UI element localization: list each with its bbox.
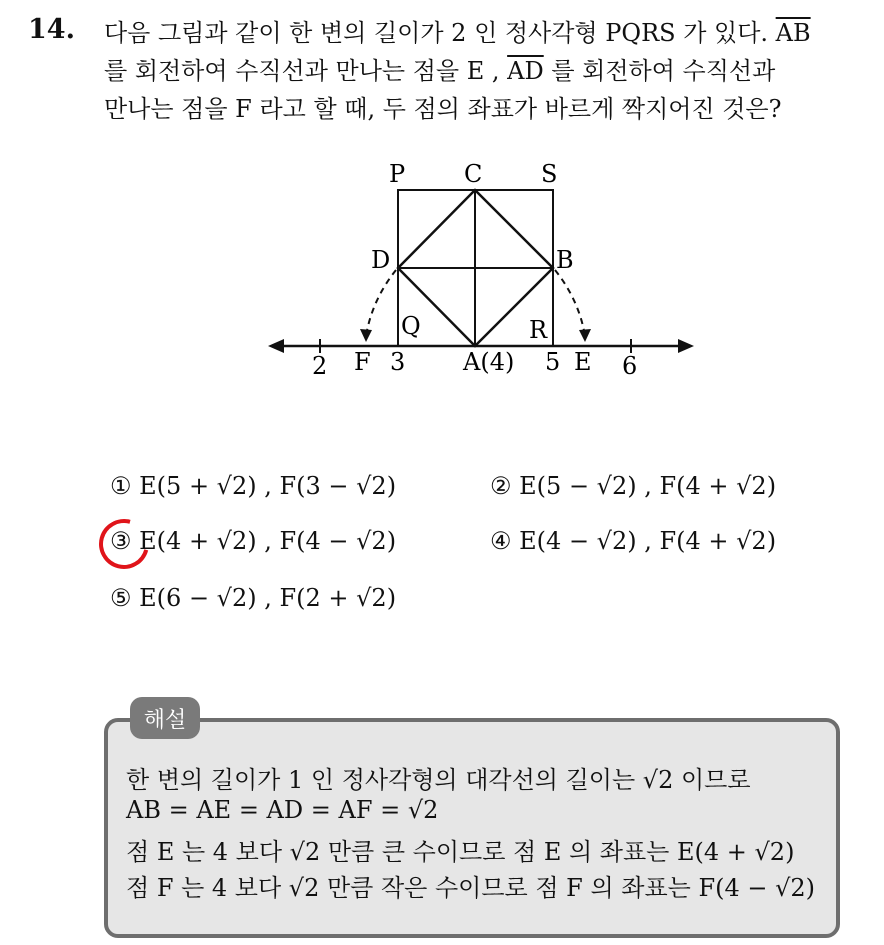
choice-3-text: E(4 + √2) , F(4 − √2) bbox=[139, 527, 397, 555]
right-arrowhead bbox=[678, 339, 694, 353]
question-number: 14. bbox=[28, 14, 75, 45]
choice-4-text: E(4 − √2) , F(4 + √2) bbox=[519, 527, 777, 555]
explanation-line-1: 한 변의 길이가 1 인 정사각형의 대각선의 길이는 √2 이므로 bbox=[126, 766, 751, 794]
question-line-2-post: 를 회전하여 수직선과 bbox=[543, 57, 776, 85]
choice-3-mark: ③ bbox=[110, 527, 132, 555]
choice-2-mark: ② bbox=[490, 472, 512, 500]
question-line-3: 만나는 점을 F 라고 할 때, 두 점의 좌표가 바르게 짝지어진 것은? bbox=[104, 95, 782, 123]
arc-d-to-f bbox=[366, 270, 396, 336]
explanation-box bbox=[104, 718, 840, 938]
label-q: Q bbox=[401, 312, 421, 340]
tick-label-6: 6 bbox=[622, 352, 638, 380]
label-b: B bbox=[556, 246, 574, 274]
question-line-2-pre: 를 회전하여 수직선과 만나는 점을 E , bbox=[104, 57, 508, 85]
segment-ad: $\overline{AD}$ bbox=[507, 57, 544, 85]
choice-1-text: E(5 + √2) , F(3 − √2) bbox=[139, 472, 397, 500]
arrowhead-f bbox=[360, 329, 372, 342]
choice-5[interactable] bbox=[110, 584, 396, 612]
arrowhead-e bbox=[579, 329, 591, 342]
label-d: D bbox=[371, 246, 391, 274]
label-c: C bbox=[464, 160, 483, 188]
explanation-line-2: AB = AE = AD = AF = √2 bbox=[126, 796, 439, 824]
label-p: P bbox=[389, 160, 406, 188]
choice-2[interactable] bbox=[490, 472, 776, 500]
answer-circle-mark bbox=[90, 510, 158, 578]
choice-3[interactable] bbox=[110, 527, 396, 555]
left-arrowhead bbox=[268, 339, 284, 353]
label-a: A(4) bbox=[463, 348, 515, 376]
label-s: S bbox=[541, 160, 558, 188]
segment-ab: $\overline{AB}$ bbox=[775, 19, 811, 47]
tick-label-5: 5 bbox=[545, 348, 561, 376]
choice-4-mark: ④ bbox=[490, 527, 512, 555]
square-number-line-figure bbox=[0, 0, 884, 430]
label-r: R bbox=[529, 316, 548, 344]
label-e: E bbox=[574, 348, 592, 376]
choice-2-text: E(5 − √2) , F(4 + √2) bbox=[519, 472, 777, 500]
choice-5-mark: ⑤ bbox=[110, 584, 132, 612]
tick-label-3: 3 bbox=[390, 348, 406, 376]
explanation-tab: 해설 bbox=[130, 697, 200, 739]
explanation-line-4: 점 F 는 4 보다 √2 만큼 작은 수이므로 점 F 의 좌표는 F(4 − √2) bbox=[126, 874, 816, 902]
tick-label-2: 2 bbox=[312, 352, 328, 380]
question-line-1-text: 다음 그림과 같이 한 변의 길이가 2 인 정사각형 PQRS 가 있다. bbox=[104, 19, 776, 47]
choice-4[interactable] bbox=[490, 527, 776, 555]
explanation-line-3: 점 E 는 4 보다 √2 만큼 큰 수이므로 점 E 의 좌표는 E(4 + √2) bbox=[126, 838, 795, 866]
label-f: F bbox=[354, 348, 371, 376]
arc-b-to-e bbox=[555, 270, 585, 336]
choice-1[interactable] bbox=[110, 472, 396, 500]
choice-5-text: E(6 − √2) , F(2 + √2) bbox=[139, 584, 397, 612]
choice-1-mark: ① bbox=[110, 472, 132, 500]
